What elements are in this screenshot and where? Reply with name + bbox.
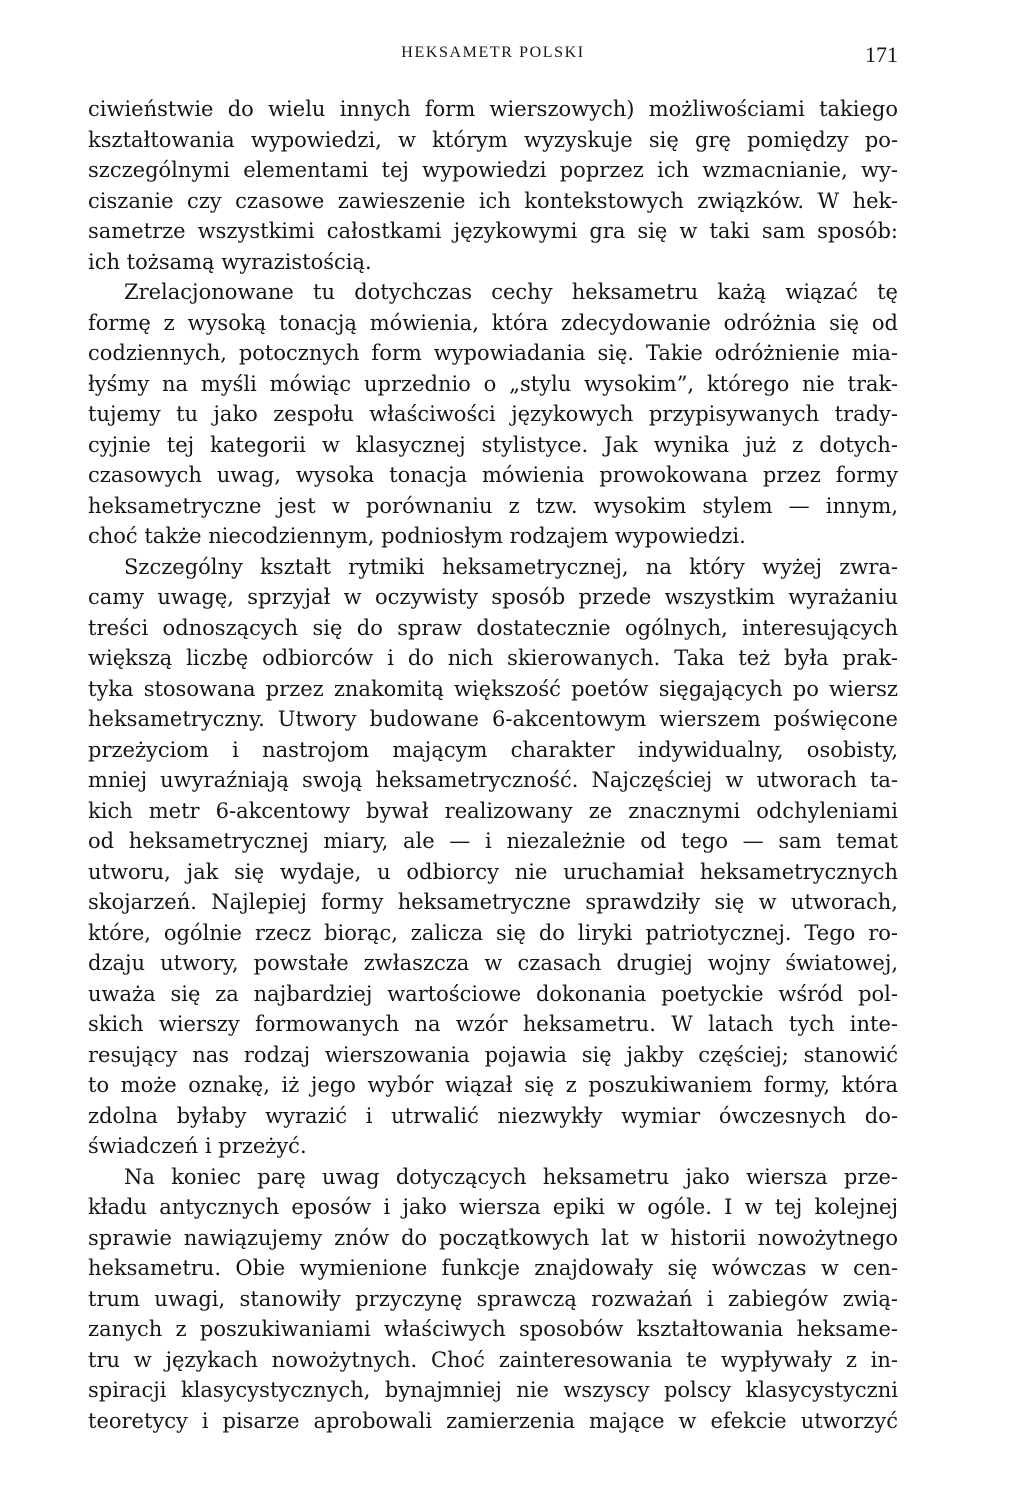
text-line: ciszanie czy czasowe zawieszenie ich kontekstowych związków. W hek- bbox=[88, 188, 898, 213]
text-line: przeżyciom i nastrojom mającym charakter indywidualny, osobisty, bbox=[88, 737, 898, 762]
text-line: kładu antycznych eposów i jako wiersza epiki w ogóle. I w tej kolejnej bbox=[88, 1195, 898, 1219]
text-line: choć także niecodziennym, podniosłym rodzajem wypowiedzi. bbox=[88, 524, 746, 548]
text-line: mniej uwyraźniają swoją heksametryczność. Najczęściej w utworach ta- bbox=[88, 768, 898, 792]
text-line: tru w językach nowożytnych. Choć zainteresowania te wypływały z in- bbox=[88, 1347, 898, 1372]
text-line: heksametryczne jest w porównaniu z tzw. wysokim stylem — innym, bbox=[88, 493, 898, 518]
text-line: camy uwagę, sprzyjał w oczywisty sposób przede wszystkim wyrażaniu bbox=[88, 585, 898, 609]
running-title: HEKSAMETR POLSKI bbox=[401, 44, 585, 61]
text-line: skojarzeń. Najlepiej formy heksametryczne sprawdziły się w utworach, bbox=[88, 890, 898, 914]
text-line: czasowych uwag, wysoka tonacja mówienia prowokowana przez formy bbox=[88, 463, 898, 487]
text-line: teoretycy i pisarze aprobowali zamierzenia mające w efekcie utworzyć bbox=[88, 1408, 898, 1433]
text-line: łyśmy na myśli mówiąc uprzednio o „stylu wysokim”, którego nie trak- bbox=[88, 371, 898, 396]
page-number: 171 bbox=[865, 42, 898, 67]
body-text bbox=[88, 94, 898, 1436]
text-line: świadczeń i przeżyć. bbox=[88, 1134, 307, 1158]
text-line: heksametryczny. Utwory budowane 6-akcentowym wierszem poświęcone bbox=[88, 707, 898, 731]
page-header bbox=[88, 42, 898, 72]
text-line: codziennych, potocznych form wypowiadania się. Takie odróżnienie mia- bbox=[88, 341, 898, 365]
text-line: zanych z poszukiwaniami właściwych sposobów kształtowania heksame- bbox=[88, 1317, 898, 1341]
text-line: utworu, jak się wydaje, u odbiorcy nie uruchamiał heksametrycznych bbox=[88, 859, 898, 884]
text-line: treści odnoszących się do spraw dostatecznie ogólnych, interesujących bbox=[88, 615, 898, 640]
text-line: trum uwagi, stanowiły przyczynę sprawczą rozważań i zabiegów zwią- bbox=[88, 1286, 898, 1311]
text-line: dzaju utwory, powstałe zwłaszcza w czasach drugiej wojny światowej, bbox=[88, 951, 898, 975]
text-line: Na koniec parę uwag dotyczących heksametru jako wiersza prze- bbox=[124, 1164, 898, 1189]
text-line: tyka stosowana przez znakomitą większość poetów sięgających po wiersz bbox=[88, 676, 898, 701]
text-line: heksametru. Obie wymienione funkcje znajdowały się wówczas w cen- bbox=[88, 1256, 898, 1280]
paragraph bbox=[88, 94, 898, 277]
text-line: zdolna byłaby wyrazić i utrwalić niezwykły wymiar ówczesnych do- bbox=[88, 1103, 898, 1128]
text-line: resujący nas rodzaj wierszowania pojawia się jakby częściej; stanowić bbox=[88, 1042, 898, 1067]
paragraph bbox=[88, 277, 898, 552]
paragraph bbox=[88, 552, 898, 1162]
text-line: kształtowania wypowiedzi, w którym wyzyskuje się grę pomiędzy po- bbox=[88, 127, 898, 152]
text-line: skich wierszy formowanych na wzór heksametru. W latach tych inte- bbox=[88, 1012, 898, 1036]
text-line: Zrelacjonowane tu dotychczas cechy heksametru każą wiązać tę bbox=[124, 280, 898, 304]
text-line: formę z wysoką tonacją mówienia, która zdecydowanie odróżnia się od bbox=[88, 310, 898, 335]
text-line: tujemy tu jako zespołu właściwości językowych przypisywanych trady- bbox=[88, 402, 898, 426]
paragraph bbox=[88, 1162, 898, 1437]
text-line: Szczególny kształt rytmiki heksametrycznej, na który wyżej zwra- bbox=[124, 554, 898, 579]
text-line: ich tożsamą wyrazistością. bbox=[88, 249, 372, 274]
text-line: spiracji klasycystycznych, bynajmniej nie wszyscy polscy klasycystyczni bbox=[88, 1378, 898, 1402]
text-line: ciwieństwie do wielu innych form wierszowych) możliwościami takiego bbox=[88, 97, 898, 121]
text-line: od heksametrycznej miary, ale — i niezależnie od tego — sam temat bbox=[88, 829, 898, 853]
text-line: sametrze wszystkimi całostkami językowymi gra się w taki sam sposób: bbox=[88, 219, 898, 243]
text-line: szczególnymi elementami tej wypowiedzi poprzez ich wzmacnianie, wy- bbox=[88, 158, 898, 182]
text-line: cyjnie tej kategorii w klasycznej stylistyce. Jak wynika już z dotych- bbox=[88, 432, 898, 457]
text-line: uważa się za najbardziej wartościowe dokonania poetyckie wśród pol- bbox=[88, 981, 898, 1006]
text-line: to może oznakę, iż jego wybór wiązał się z poszukiwaniem formy, która bbox=[88, 1073, 898, 1097]
text-line: sprawie nawiązujemy znów do początkowych lat w historii nowożytnego bbox=[88, 1225, 898, 1250]
text-line: kich metr 6-akcentowy bywał realizowany ze znacznymi odchyleniami bbox=[88, 798, 898, 823]
text-line: większą liczbę odbiorców i do nich skierowanych. Taka też była prak- bbox=[88, 646, 898, 670]
text-line: które, ogólnie rzecz biorąc, zalicza się do liryki patriotycznej. Tego ro- bbox=[88, 920, 898, 945]
